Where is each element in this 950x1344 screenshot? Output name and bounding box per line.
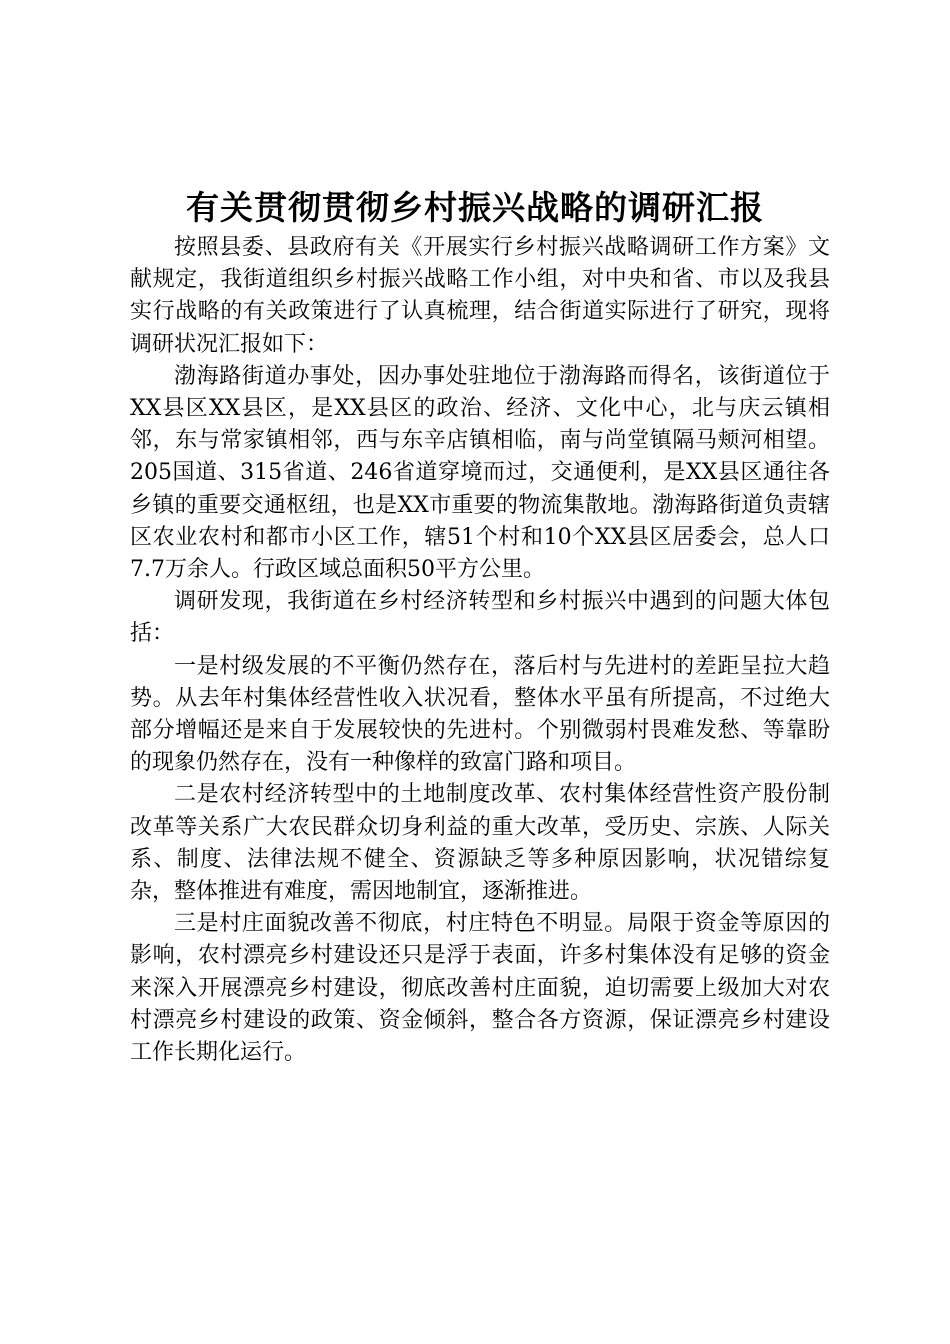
paragraph-issue-3: 三是村庄面貌改善不彻底，村庄特色不明显。局限于资金等原因的影响，农村漂亮乡村建设还只是浮于表面，许多村集体没有足够的资金来深入开展漂亮乡村建设，彻底改善村庄面貌，迫切需要上级加大对农村漂亮乡村建设的政策、资金倾斜，整合各方资源，保证漂亮乡村建设工作长期化运行。 (130, 911, 830, 1066)
paragraph-issue-2: 二是农村经济转型中的土地制度改革、农村集体经营性资产股份制改革等关系广大农民群众切身利益的重大改革，受历史、宗族、人际关系、制度、法律法规不健全、资源缺乏等多种原因影响，状况错综复杂，整体推进有难度，需因地制宜，逐渐推进。 (130, 782, 830, 905)
paragraph-overview: 渤海路街道办事处，因办事处驻地位于渤海路而得名，该街道位于XX县区XX县区，是XX县区的政治、经济、文化中心，北与庆云镇相邻，东与常家镇相邻，西与东辛店镇相临，南与尚堂镇隔马颊河相望。205国道、315省道、246省道穿境而过，交通便利，是XX县区通往各乡镇的重要交通枢纽，也是XX市重要的物流集散地。渤海路街道负责辖区农业农村和都市小区工作，辖51个村和10个XX县区居委会，总人口7.7万余人。行政区域总面积50平方公里。 (130, 363, 830, 583)
paragraph-intro: 按照县委、县政府有关《开展实行乡村振兴战略调研工作方案》文献规定，我街道组织乡村振兴战略工作小组，对中央和省、市以及我县实行战略的有关政策进行了认真梳理，结合街道实际进行了研究，现将调研状况汇报如下： (130, 235, 830, 357)
paragraph-issue-1: 一是村级发展的不平衡仍然存在，落后村与先进村的差距呈拉大趋势。从去年村集体经营性收入状况看，整体水平虽有所提高，不过绝大部分增幅还是来自于发展较快的先进村。个别微弱村畏难发愁、等靠盼的现象仍然存在，没有一种像样的致富门路和项目。 (130, 653, 830, 776)
document-title: 有关贯彻贯彻乡村振兴战略的调研汇报 (186, 188, 764, 227)
paragraph-findings: 调研发现，我街道在乡村经济转型和乡村振兴中遇到的问题大体包括： (130, 589, 830, 647)
document-body (130, 232, 830, 1069)
